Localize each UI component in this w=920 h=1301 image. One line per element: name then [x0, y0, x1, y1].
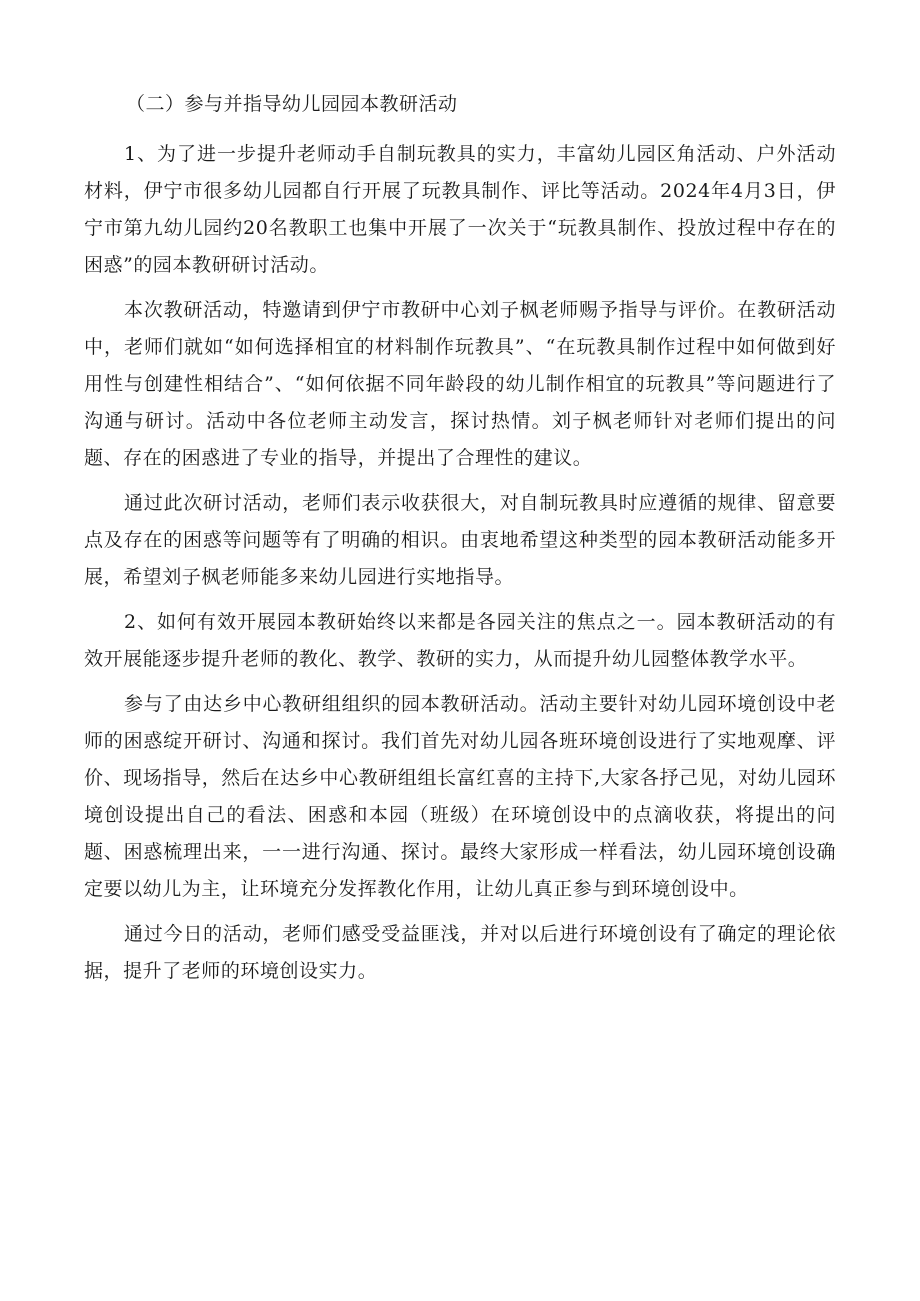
- paragraph-3: 通过此次研讨活动，老师们表示收获很大，对自制玩教具时应遵循的规律、留意要点及存在的困惑等问题等有了明确的相识。由衷地希望这种类型的园本教研活动能多开展，希望刘子枫老师能多来幼儿园进行实地指导。: [84, 492, 836, 588]
- paragraph-2: 本次教研活动，特邀请到伊宁市教研中心刘子枫老师赐予指导与评价。在教研活动中，老师们就如“如何选择相宜的材料制作玩教具”、“在玩教具制作过程中如何做到好用性与创建性相结合”、“如何依据不同年龄段的幼儿制作相宜的玩教具”等问题进行了沟通与研讨。活动中各位老师主动发言，探讨热情。刘子枫老师针对老师们提出的问题、存在的困惑进了专业的指导，并提出了合理性的建议。: [84, 299, 836, 469]
- paragraph-6: 通过今日的活动，老师们感受受益匪浅，并对以后进行环境创设有了确定的理论依据，提升了老师的环境创设实力。: [84, 923, 836, 982]
- paragraph-1: 1、为了进一步提升老师动手自制玩教具的实力，丰富幼儿园区角活动、户外活动材料，伊宁市很多幼儿园都自行开展了玩教具制作、评比等活动。2024年4月3日，伊宁市第九幼儿园约20名教职工也集中开展了一次关于“玩教具制作、投放过程中存在的困惑”的园本教研研讨活动。: [84, 143, 836, 276]
- paragraph-4: 2、如何有效开展园本教研始终以来都是各园关注的焦点之一。园本教研活动的有效开展能逐步提升老师的教化、教学、教研的实力，从而提升幼儿园整体教学水平。: [84, 611, 836, 670]
- paragraph-5: 参与了由达乡中心教研组组织的园本教研活动。活动主要针对幼儿园环境创设中老师的困惑绽开研讨、沟通和探讨。我们首先对幼儿园各班环境创设进行了实地观摩、评价、现场指导，然后在达乡中心教研组组长富红喜的主持下,大家各抒己见，对幼儿园环境创设提出自己的看法、困惑和本园（班级）在环境创设中的点滴收获，将提出的问题、困惑梳理出来，一一进行沟通、探讨。最终大家形成一样看法，幼儿园环境创设确定要以幼儿为主，让环境充分发挥教化作用，让幼儿真正参与到环境创设中。: [84, 693, 836, 900]
- section-heading: （二）参与并指导幼儿园园本教研活动: [126, 93, 458, 115]
- document-page: [84, 86, 836, 998]
